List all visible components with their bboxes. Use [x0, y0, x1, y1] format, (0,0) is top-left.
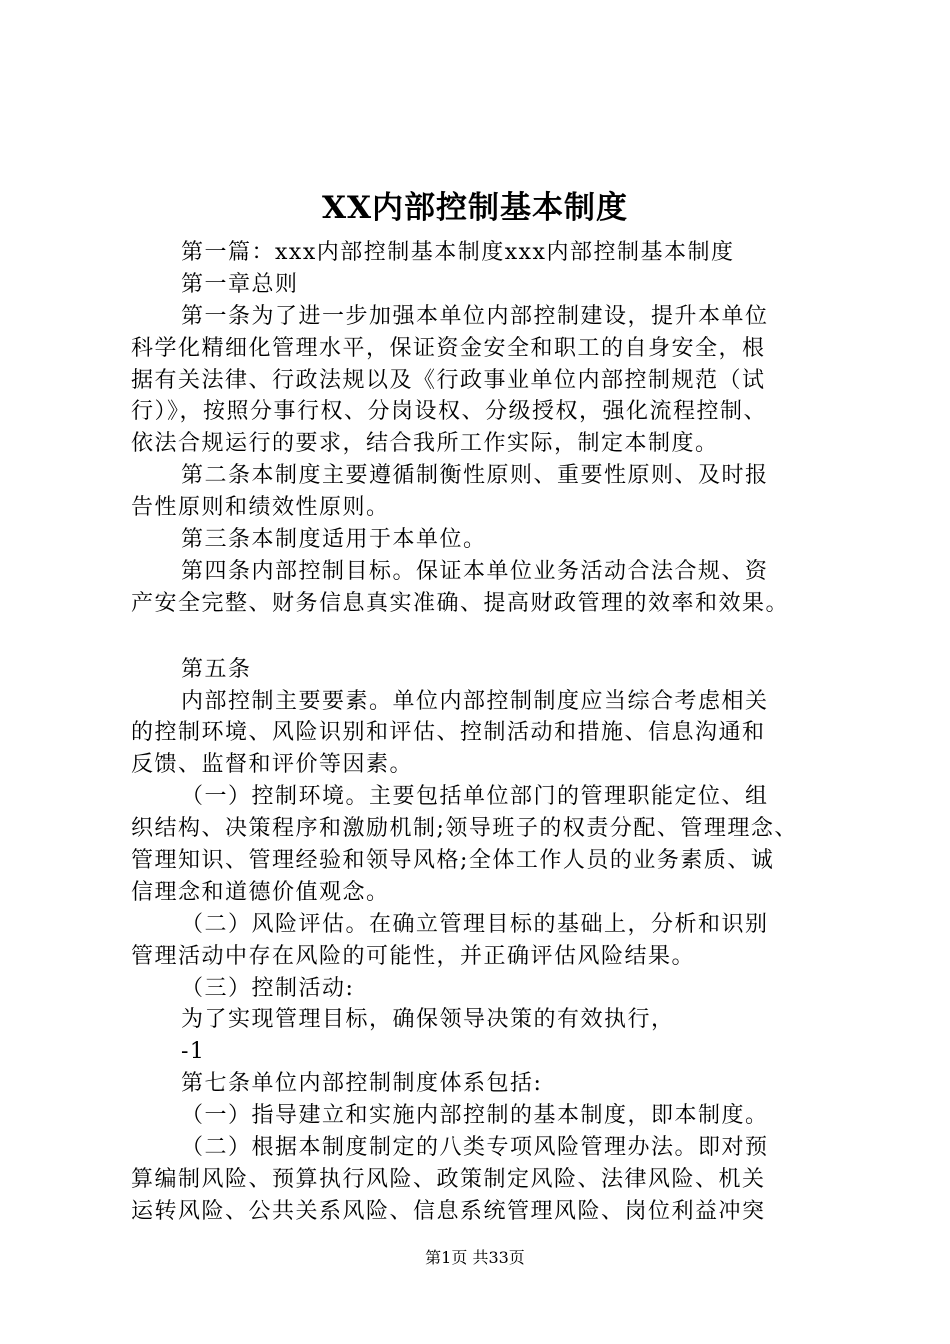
paragraph-line: 第一条为了进一步加强本单位内部控制建设，提升本单位 — [181, 303, 769, 329]
paragraph-line: 第四条内部控制目标。保证本单位业务活动合法合规、资 — [181, 558, 769, 584]
paragraph-line: 算编制风险、预算执行风险、政策制定风险、法律风险、机关 — [131, 1166, 766, 1192]
page-footer: 第1页 共33页 — [425, 1248, 525, 1267]
paragraph-line: 据有关法律、行政法规以及《行政事业单位内部控制规范（试 — [131, 367, 766, 393]
paragraph-line: 反馈、监督和评价等因素。 — [131, 752, 414, 778]
blank-line — [131, 620, 831, 654]
paragraph-line: 的控制环境、风险识别和评估、控制活动和措施、信息沟通和 — [131, 720, 766, 746]
paragraph-line: 信理念和道德价值观念。 — [131, 879, 390, 905]
paragraph-line: 科学化精细化管理水平，保证资金安全和职工的自身安全，根 — [131, 335, 766, 361]
chapter-heading: 第一篇：xxx内部控制基本制度xxx内部控制基本制度 — [181, 240, 735, 265]
paragraph-line: （二）风险评估。在确立管理目标的基础上，分析和识别 — [181, 911, 769, 937]
paragraph-line: （三）控制活动: — [181, 975, 355, 1001]
paragraph-line: 第三条本制度适用于本单位。 — [181, 527, 487, 553]
paragraph-line: （二）根据本制度制定的八类专项风险管理办法。即对预 — [181, 1135, 769, 1161]
document-body — [131, 237, 831, 1228]
paragraph-line: 为了实现管理目标，确保领导决策的有效执行， — [181, 1007, 675, 1033]
paragraph-line: 运转风险、公共关系风险、信息系统管理风险、岗位利益冲突 — [131, 1198, 766, 1224]
paragraph-line: 第二条本制度主要遵循制衡性原则、重要性原则、及时报 — [181, 463, 769, 489]
paragraph-line: 织结构、决策程序和激励机制;领导班子的权责分配、管理理念、 — [131, 816, 798, 842]
section-heading: 第一章总则 — [181, 271, 299, 297]
paragraph-line: 第七条单位内部控制制度体系包括: — [181, 1071, 543, 1097]
document-title: XX内部控制基本制度 — [321, 190, 629, 226]
paragraph-line: 告性原则和绩效性原则。 — [131, 495, 390, 521]
paragraph-line: 内部控制主要要素。单位内部控制制度应当综合考虑相关 — [181, 688, 769, 714]
paragraph-line: （一）指导建立和实施内部控制的基本制度，即本制度。 — [181, 1103, 769, 1129]
paragraph-line: 管理活动中存在风险的可能性，并正确评估风险结果。 — [131, 943, 696, 969]
page-marker: -1 — [181, 1039, 206, 1065]
article-heading: 第五条 — [181, 656, 252, 682]
paragraph-line: 行）》，按照分事行权、分岗设权、分级授权，强化流程控制、 — [131, 399, 768, 425]
paragraph-line: 管理知识、管理经验和领导风格;全体工作人员的业务素质、诚 — [131, 848, 775, 874]
paragraph-line: 依法合规运行的要求，结合我所工作实际，制定本制度。 — [131, 431, 719, 457]
paragraph-line: 产安全完整、财务信息真实准确、提高财政管理的效率和效果。 — [131, 590, 790, 616]
paragraph-line: （一）控制环境。主要包括单位部门的管理职能定位、组 — [181, 784, 769, 810]
